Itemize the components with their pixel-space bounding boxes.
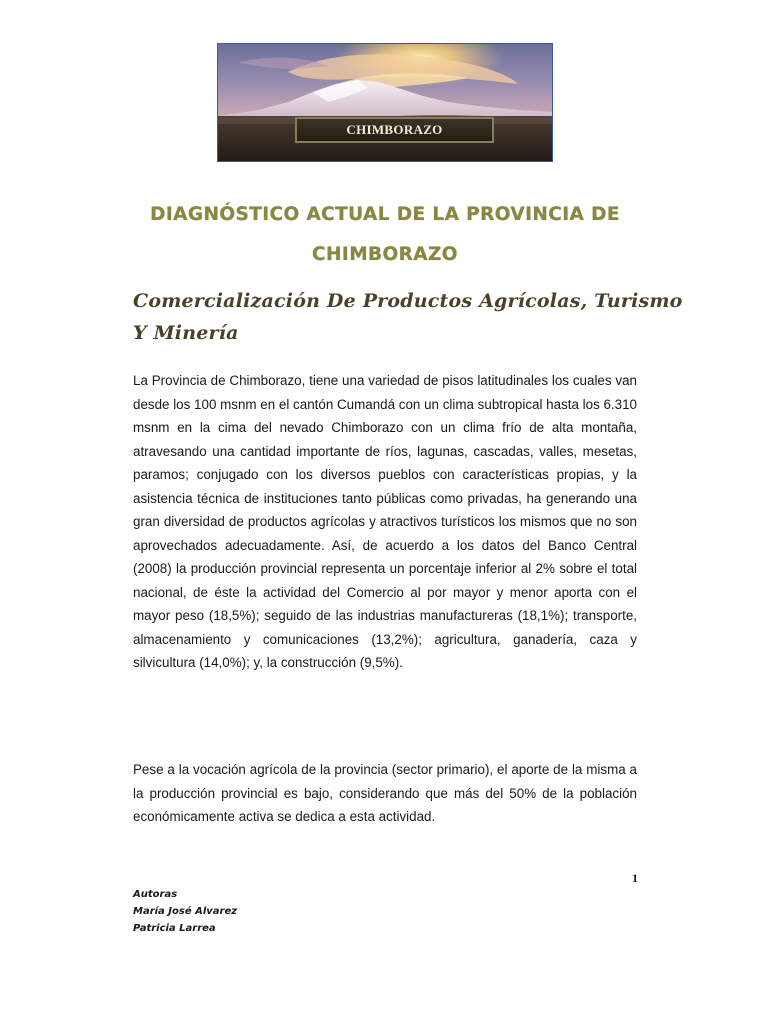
title-line-1: DIAGNÓSTICO ACTUAL DE LA PROVINCIA DE — [150, 204, 620, 225]
body-paragraph: La Provincia de Chimborazo, tiene una variedad de pisos latitudinales los cuales van desde los 100 msnm en el cantón Cumandá con un clima subtropical hasta los 6.310 msnm en la cima del nevado Chimborazo con un clima frío de alta montaña, atravesando una cantidad importante de ríos, lagunas, cascadas, valles, mesetas, paramos; conjugado con los diversos pueblos con características propias, y la asistencia técnica de instituciones tanto públicas como privadas, ha generando una gran diversidad de productos agrícolas y atractivos turísticos los mismos que no son aprovechados adecuadamente. Así, de acuerdo a los datos del Banco Central (2008) la producción provincial representa un porcentaje inferior al 2% sobre el total nacional, de éste la actividad del Comercio al por mayor y menor aporta con el mayor peso (18,5%); seguido de las industrias manufactureras (18,1%); transporte, almacenamiento y comunicaciones (13,2%); agricultura, ganadería, caza y silvicultura (14,0%); y, la construcción (9,5%). — [133, 373, 637, 670]
page-number: 1 — [632, 871, 638, 885]
header-banner — [217, 43, 553, 162]
author-name: María José Alvarez — [133, 906, 238, 917]
document-subtitle: Comercialización De Productos Agrícolas, Turismo Y Minería — [133, 290, 683, 344]
authors-label: Autoras — [133, 889, 178, 900]
title-line-2: CHIMBORAZO — [312, 244, 458, 265]
author-name: Patricia Larrea — [133, 923, 216, 934]
banner-label: CHIMBORAZO — [295, 117, 494, 143]
document-title — [100, 195, 670, 275]
chimborazo-landscape-image — [218, 44, 553, 162]
footer-authors — [133, 886, 237, 937]
body-paragraph: Pese a la vocación agrícola de la provincia (sector primario), el aporte de la misma a la producción provincial es bajo, considerando que más del 50% de la población económicamente activa se dedica a esta actividad. — [133, 762, 637, 824]
